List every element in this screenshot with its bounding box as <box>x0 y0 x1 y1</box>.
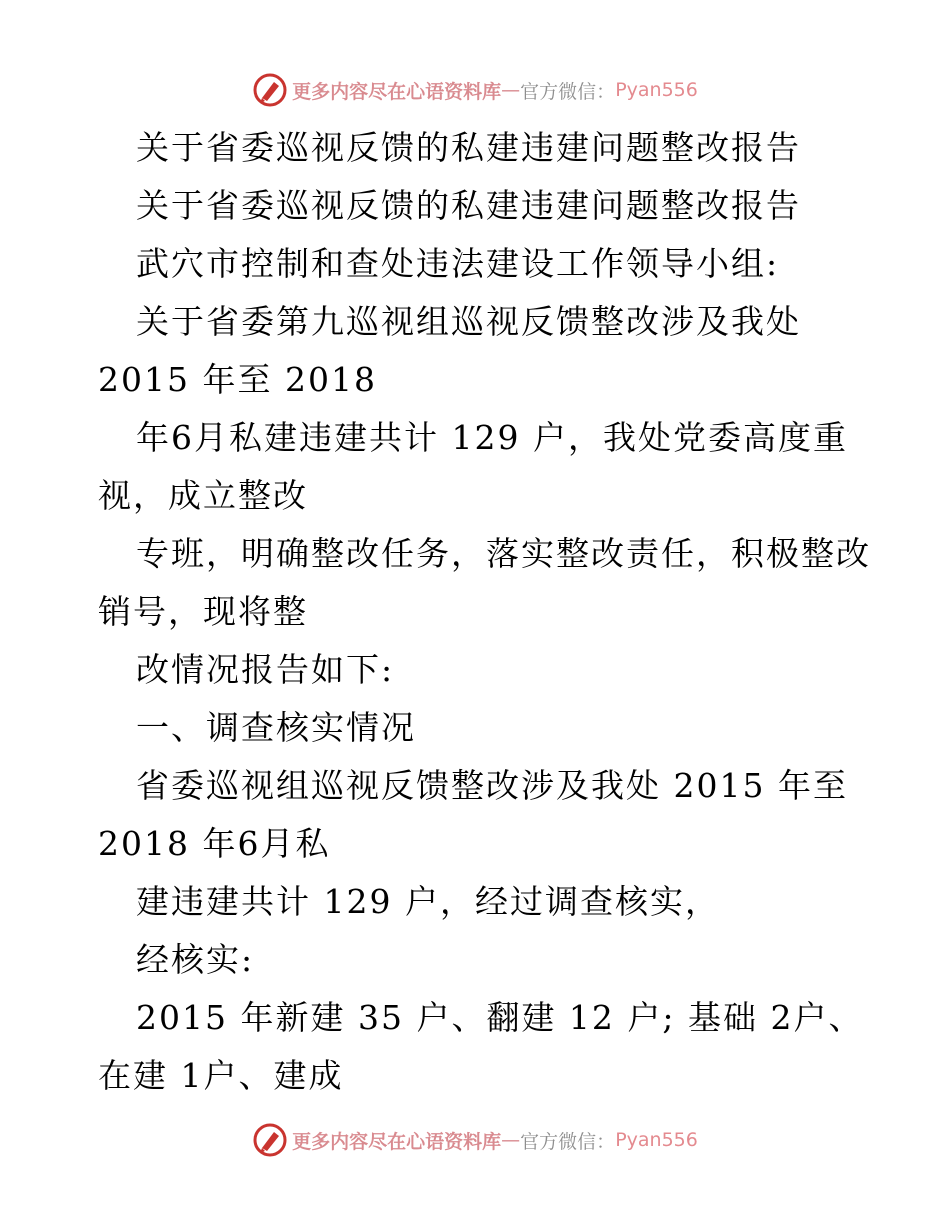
doc-line: 武穴市控制和查处违法建设工作领导小组: <box>136 244 780 283</box>
watermark-banner-bottom <box>0 1120 950 1160</box>
watermark-wechat-id: Pyan556 <box>615 1129 698 1151</box>
doc-line: 2015 年至 2018 <box>98 360 377 399</box>
doc-line: 改情况报告如下: <box>136 650 395 689</box>
doc-line: 专班，明确整改任务，落实整改责任，积极整改 <box>136 534 871 573</box>
doc-line: 视，成立整改 <box>98 476 308 515</box>
watermark-main-text: 更多内容尽在心语资料库 <box>292 1130 502 1153</box>
doc-line: 2018 年6月私 <box>98 824 331 863</box>
watermark-banner-top <box>0 70 950 110</box>
watermark-dash: — <box>501 1129 521 1151</box>
watermark-main-text: 更多内容尽在心语资料库 <box>292 80 502 103</box>
doc-line: 经核实: <box>136 940 255 979</box>
watermark-wechat-id: Pyan556 <box>615 79 698 101</box>
watermark-dash: — <box>501 79 521 101</box>
doc-line: 关于省委巡视反馈的私建违建问题整改报告 <box>136 128 801 167</box>
doc-line: 建违建共计 129 户，经过调查核实， <box>136 882 720 921</box>
doc-line: 关于省委巡视反馈的私建违建问题整改报告 <box>136 186 801 225</box>
doc-line: 2015 年新建 35 户、翻建 12 户; 基础 2户、 <box>136 998 864 1037</box>
pen-logo-icon <box>252 1122 288 1158</box>
doc-line: 在建 1户、建成 <box>98 1056 344 1095</box>
pen-logo-icon <box>252 72 288 108</box>
doc-line: 省委巡视组巡视反馈整改涉及我处 2015 年至 <box>136 766 848 805</box>
doc-line: 销号，现将整 <box>98 592 308 631</box>
doc-line: 年6月私建违建共计 129 户，我处党委高度重 <box>136 418 848 457</box>
watermark-sub-text: 官方微信： <box>520 1130 616 1153</box>
doc-line: 一、调查核实情况 <box>136 708 416 747</box>
doc-line: 关于省委第九巡视组巡视反馈整改涉及我处 <box>136 302 801 341</box>
watermark-sub-text: 官方微信： <box>520 80 616 103</box>
